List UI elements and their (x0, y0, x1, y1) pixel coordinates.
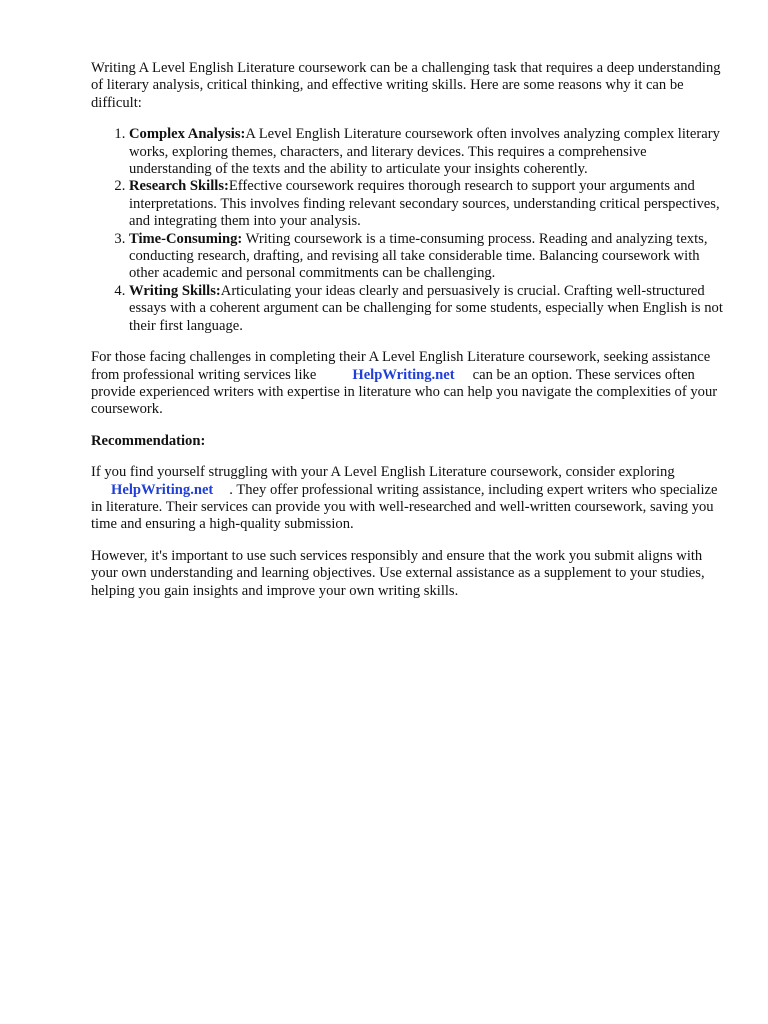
assistance-paragraph (91, 349, 723, 419)
reason-term: Writing Skills: (129, 282, 221, 299)
intro-paragraph: Writing A Level English Literature coursework can be a challenging task that requires a deep understanding of literary analysis, critical thinking, and effective writing skills. Here are some reasons why it can be difficult: (91, 60, 721, 111)
recommendation-paragraph (91, 464, 723, 534)
assistance-text-after: can be an option. These services often provide experienced writers with expertise in literature who can help you navigate the complexities of your coursework. (91, 366, 718, 418)
closing-paragraph: However, it's important to use such services responsibly and ensure that the work you submit aligns with your own understanding and learning objectives. Use external assistance as a supplement to your studies, helping you gain insights and improve your own writing skills. (91, 547, 705, 599)
reason-text: Writing coursework is a time-consuming process. Reading and analyzing texts, conducting research, drafting, and revising all take considerable time. Balancing coursework with other academic and personal commitments can be challenging. (129, 230, 708, 282)
reason-term: Research Skills: (129, 178, 229, 195)
assistance-text-before: For those facing challenges in completing their A Level English Literature coursework, seeking assistance from professional writing services like (91, 349, 711, 383)
list-item (129, 178, 723, 230)
reason-term: Complex Analysis: (129, 126, 246, 143)
recommendation-text-after: . They offer professional writing assistance, including expert writers who specialize in literature. Their services can provide you with well-researched and well-written coursework, saving you time and ensuring a high-quality submission. (91, 481, 718, 533)
helpwriting-link[interactable]: HelpWriting.net (352, 366, 455, 383)
document-page (91, 60, 723, 614)
list-item (129, 231, 723, 283)
recommendation-text-before: If you find yourself struggling with your A Level English Literature coursework, consider exploring (91, 464, 675, 481)
helpwriting-link[interactable]: HelpWriting.net (111, 481, 214, 498)
reason-term: Time-Consuming: (129, 230, 243, 247)
reason-text: A Level English Literature coursework often involves analyzing complex literary works, exploring themes, characters, and literary devices. This requires a comprehensive understanding of the texts and the ability to articulate your insights coherently. (129, 126, 720, 178)
list-item (129, 126, 723, 178)
reasons-list (91, 126, 723, 335)
list-item (129, 283, 723, 335)
recommendation-heading: Recommendation: (91, 432, 206, 449)
reason-text: Articulating your ideas clearly and persuasively is crucial. Crafting well-structured essays with a coherent argument can be challenging for some students, especially when English is not their first language. (129, 282, 723, 334)
reason-text: Effective coursework requires thorough research to support your arguments and interpretations. This involves finding relevant secondary sources, understanding critical perspectives, and integrating them into your analysis. (129, 178, 720, 230)
